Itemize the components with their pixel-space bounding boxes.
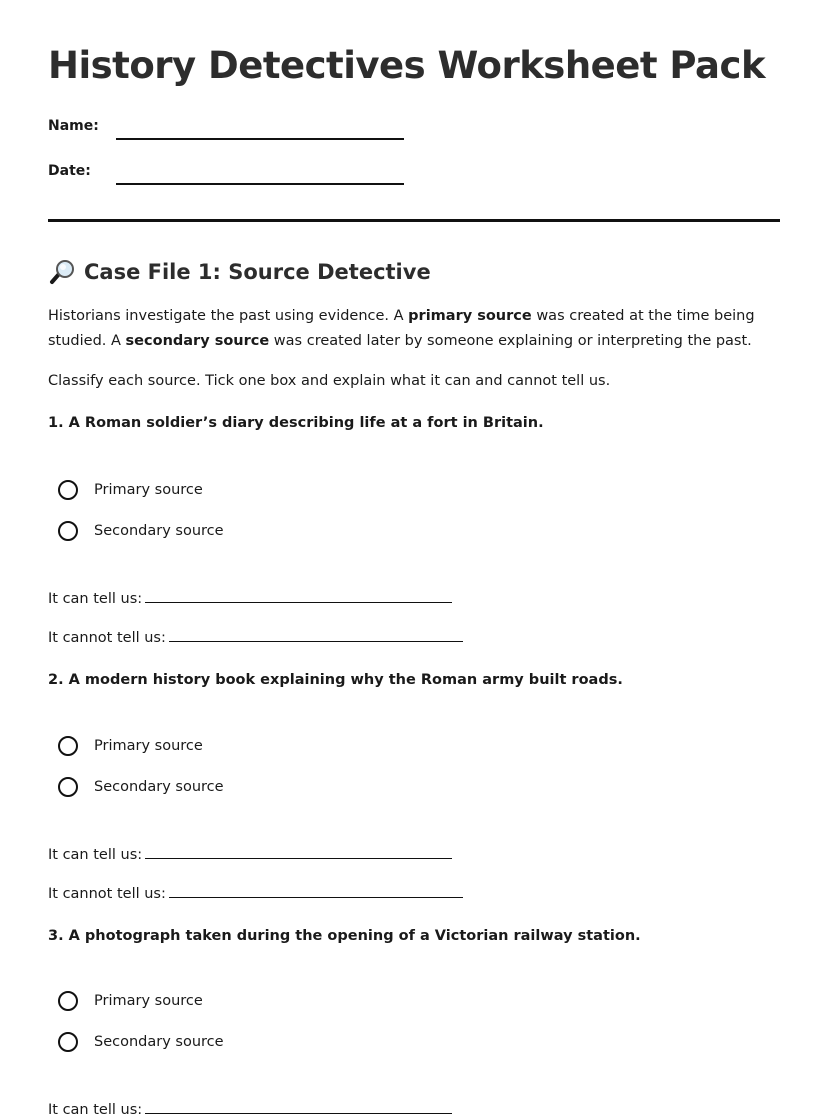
q3-can-label: It can tell us: [48, 1102, 143, 1118]
q3-secondary-radio[interactable] [58, 1032, 78, 1052]
question-3-text: 3. A photograph taken during the opening of a Victorian railway station. [48, 928, 641, 944]
intro-text-3: was created later by someone explaining or interpreting the past. [269, 333, 752, 349]
q2-secondary-option[interactable] [58, 774, 224, 800]
q1-cannot-blank[interactable] [169, 627, 463, 642]
name-field[interactable] [48, 118, 408, 148]
q2-can-tell [48, 844, 452, 863]
q3-primary-label: Primary source [94, 993, 203, 1009]
q3-secondary-option[interactable] [58, 1029, 224, 1055]
name-write-line[interactable] [116, 138, 404, 140]
header-divider [48, 219, 780, 222]
date-field[interactable] [48, 163, 408, 193]
q2-secondary-label: Secondary source [94, 779, 224, 795]
q3-primary-radio[interactable] [58, 991, 78, 1011]
q1-cannot-tell [48, 627, 463, 646]
magnifying-glass-icon [48, 258, 76, 286]
intro-text-2: was created at the time being studied. A [48, 308, 755, 349]
case-file-title: Case File 1: Source Detective [84, 260, 431, 284]
q2-primary-option[interactable] [58, 733, 203, 759]
q1-secondary-radio[interactable] [58, 521, 78, 541]
q1-primary-label: Primary source [94, 482, 203, 498]
q2-primary-label: Primary source [94, 738, 203, 754]
q2-cannot-blank[interactable] [169, 883, 463, 898]
date-write-line[interactable] [116, 183, 404, 185]
q3-secondary-label: Secondary source [94, 1034, 224, 1050]
question-2-text: 2. A modern history book explaining why the Roman army built roads. [48, 672, 623, 688]
intro-text-1: Historians investigate the past using evidence. A [48, 308, 409, 324]
q1-can-tell [48, 588, 452, 607]
question-1-text: 1. A Roman soldier’s diary describing life at a fort in Britain. [48, 415, 544, 431]
q1-cannot-label: It cannot tell us: [48, 630, 166, 646]
case-file-heading [48, 258, 431, 286]
q2-secondary-radio[interactable] [58, 777, 78, 797]
date-label: Date: [48, 163, 91, 179]
q2-cannot-tell [48, 883, 463, 902]
secondary-source-term: secondary source [125, 333, 270, 349]
q3-primary-option[interactable] [58, 988, 203, 1014]
q1-primary-radio[interactable] [58, 480, 78, 500]
q2-primary-radio[interactable] [58, 736, 78, 756]
q2-can-label: It can tell us: [48, 847, 143, 863]
q2-cannot-label: It cannot tell us: [48, 886, 166, 902]
name-label: Name: [48, 118, 99, 134]
q1-secondary-option[interactable] [58, 518, 224, 544]
q3-can-blank[interactable] [145, 1099, 452, 1114]
page-title: History Detectives Worksheet Pack [48, 44, 766, 87]
q1-can-label: It can tell us: [48, 591, 143, 607]
q1-primary-option[interactable] [58, 477, 203, 503]
primary-source-term: primary source [408, 308, 532, 324]
q1-can-blank[interactable] [145, 588, 452, 603]
q2-can-blank[interactable] [145, 844, 452, 859]
q3-can-tell [48, 1099, 452, 1118]
instruction-text: Classify each source. Tick one box and explain what it can and cannot tell us. [48, 373, 611, 389]
intro-paragraph [48, 304, 780, 354]
q1-secondary-label: Secondary source [94, 523, 224, 539]
